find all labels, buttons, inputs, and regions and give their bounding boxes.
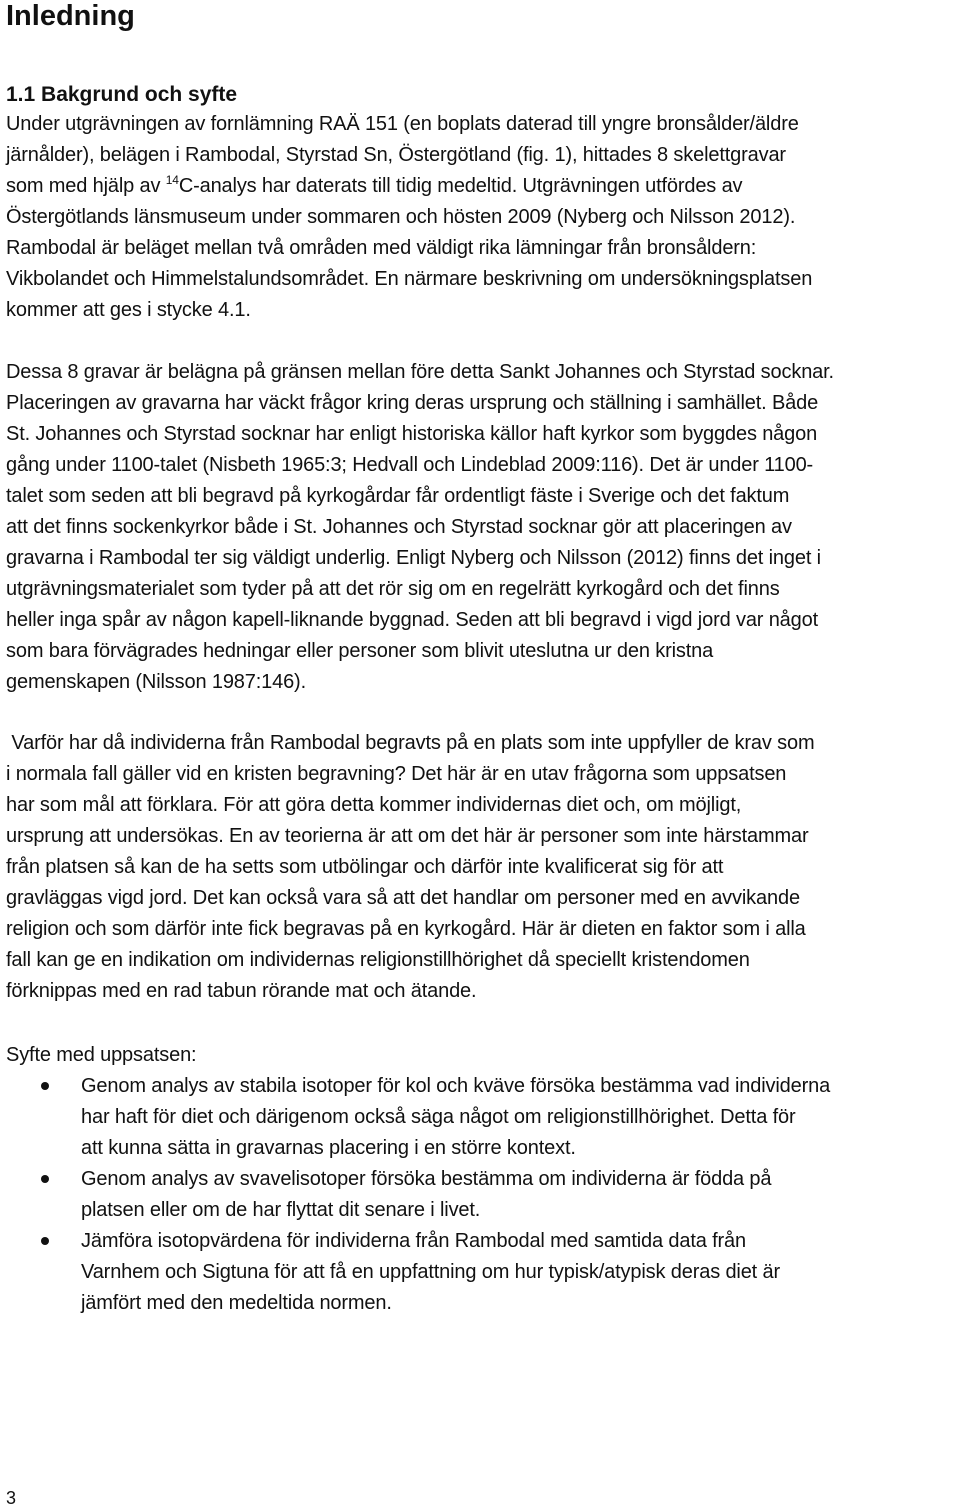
- text-line: har haft för diet och därigenom också säga något om religionstillhörighet. Detta för: [81, 1106, 796, 1128]
- text-line: att kunna sätta in gravarnas placering i en större kontext.: [81, 1137, 576, 1159]
- text-line: Rambodal är beläget mellan två områden med väldigt rika lämningar från bronsåldern:: [6, 237, 757, 259]
- list-item: [6, 1071, 830, 1164]
- text-line: järnålder), belägen i Rambodal, Styrstad Sn, Östergötland (fig. 1), hittades 8 skelettgravar: [6, 144, 786, 166]
- text-line: religion och som därför inte fick begravas på en kyrkogård. Här är dieten en faktor som i alla: [6, 918, 806, 940]
- paragraph-background: [6, 109, 960, 326]
- text-line: Genom analys av stabila isotoper för kol och kväve försöka bestämma vad individerna: [81, 1075, 831, 1097]
- text-line: Varför har då individerna från Rambodal begravts på en plats som inte uppfyller de krav som: [6, 732, 815, 754]
- text-line: kommer att ges i stycke 4.1.: [6, 299, 251, 321]
- text-line: att det finns sockenkyrkor både i St. Johannes och Styrstad socknar gör att placeringen av: [6, 516, 792, 538]
- text-line: fall kan ge en indikation om individernas religionstillhörighet då speciellt kristendomen: [6, 949, 750, 971]
- text-line: Vikbolandet och Himmelstalundsområdet. En närmare beskrivning om undersökningsplatsen: [6, 268, 813, 290]
- list-item: [6, 1226, 830, 1319]
- bullet-icon: [41, 1175, 49, 1183]
- list-item: [6, 1164, 830, 1226]
- paragraph-question: [6, 728, 960, 1007]
- text-line: förknippas med en rad tabun rörande mat och ätande.: [6, 980, 477, 1002]
- bullet-icon: [41, 1237, 49, 1245]
- aims-list: [6, 1071, 830, 1319]
- aims-label: Syfte med uppsatsen:: [6, 1044, 197, 1066]
- text-line: har som mål att förklara. För att göra detta kommer individernas diet och, om möjligt,: [6, 794, 742, 816]
- text-line: gravläggas vigd jord. Det kan också vara så att det handlar om personer med en avvikande: [6, 887, 800, 909]
- text-fragment: C-analys har daterats till tidig medeltid. Utgrävningen utfördes av: [178, 175, 743, 197]
- text-line: gemenskapen (Nilsson 1987:146).: [6, 671, 306, 693]
- text-line: Dessa 8 gravar är belägna på gränsen mellan före detta Sankt Johannes och Styrstad socknar.: [6, 361, 834, 383]
- text-line: Östergötlands länsmuseum under sommaren och hösten 2009 (Nyberg och Nilsson 2012).: [6, 206, 796, 228]
- paragraph-graves: [6, 357, 960, 698]
- text-line: jämfört med den medeltida normen.: [81, 1292, 392, 1314]
- text-fragment: som med hjälp av: [6, 175, 166, 197]
- page-number: 3: [6, 1488, 17, 1508]
- text-line: heller inga spår av någon kapell-liknande byggnad. Seden att bli begravd i vigd jord var något: [6, 609, 819, 631]
- text-line: från platsen så kan de ha setts som utbölingar och därför inte kvalificerat sig för att: [6, 856, 724, 878]
- text-line: [6, 171, 960, 202]
- text-line: Placeringen av gravarna har väckt frågor kring deras ursprung och ställning i samhället. Både: [6, 392, 819, 414]
- text-line: talet som seden att bli begravd på kyrkogårdar får ordentligt fäste i Sverige och det faktum: [6, 485, 790, 507]
- text-line: Genom analys av svavelisotoper försöka bestämma om individerna är födda på: [81, 1168, 772, 1190]
- text-line: Under utgrävningen av fornlämning RAÄ 151 (en boplats daterad till yngre bronsålder/äldre: [6, 113, 799, 135]
- chapter-heading: Inledning: [6, 0, 135, 32]
- text-line: platsen eller om de har flyttat dit senare i livet.: [81, 1199, 481, 1221]
- text-line: gravarna i Rambodal ter sig väldigt underlig. Enligt Nyberg och Nilsson (2012) finns det inget i: [6, 547, 821, 569]
- section-title: 1.1 Bakgrund och syfte: [6, 83, 238, 106]
- text-line: Varnhem och Sigtuna för att få en uppfattning om hur typisk/atypisk deras diet är: [81, 1261, 780, 1283]
- text-line: som bara förvägrades hedningar eller personer som blivit uteslutna ur den kristna: [6, 640, 714, 662]
- text-line: Jämföra isotopvärdena för individerna från Rambodal med samtida data från: [81, 1230, 746, 1252]
- text-line: utgrävningsmaterialet som tyder på att det rör sig om en regelrätt kyrkogård och det finns: [6, 578, 780, 600]
- text-line: ursprung att undersökas. En av teorierna är att om det här är personer som inte härstammar: [6, 825, 809, 847]
- text-line: St. Johannes och Styrstad socknar har enligt historiska källor haft kyrkor som byggdes någon: [6, 423, 818, 445]
- bullet-icon: [41, 1082, 49, 1090]
- text-line: gång under 1100-talet (Nisbeth 1965:3; Hedvall och Lindeblad 2009:116). Det är under 1100-: [6, 454, 814, 476]
- text-line: i normala fall gäller vid en kristen begravning? Det här är en utav frågorna som uppsatsen: [6, 763, 787, 785]
- isotope-superscript: 14: [165, 173, 179, 187]
